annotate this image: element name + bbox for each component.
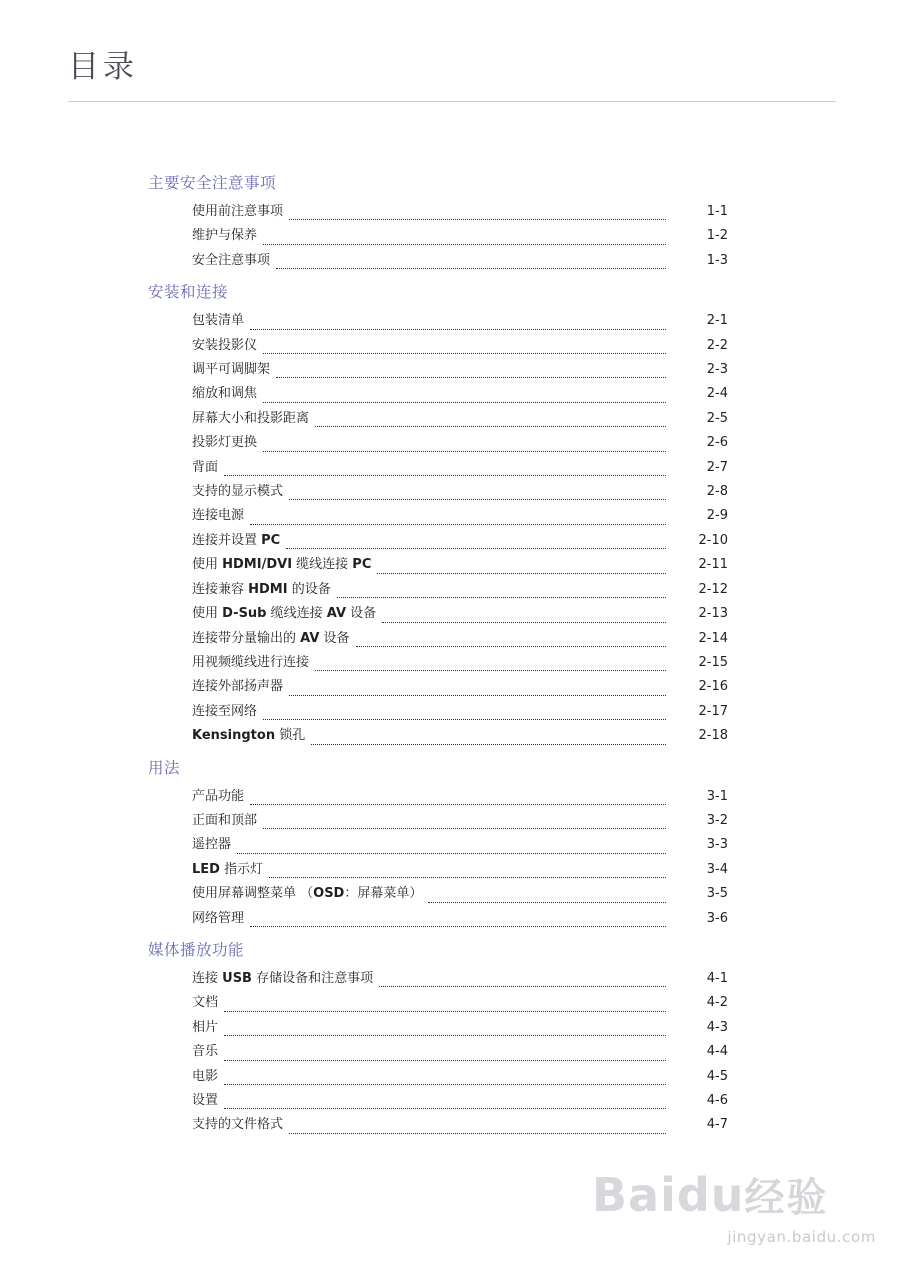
watermark-url: jingyan.baidu.com (727, 1228, 876, 1246)
toc-leader-dots (263, 343, 666, 358)
toc-entry[interactable] (148, 334, 728, 358)
watermark-brand (592, 1166, 829, 1227)
toc-entry-page-number: 3-1 (706, 788, 728, 804)
toc-entry[interactable] (148, 833, 728, 857)
toc-entry-label: 缩放和调焦 (192, 386, 258, 402)
toc-section-heading: 主要安全注意事项 (148, 174, 277, 192)
toc-leader-dots (224, 1098, 666, 1113)
toc-leader-dots (224, 1050, 666, 1065)
toc-entry[interactable] (148, 309, 728, 333)
toc-entry[interactable] (148, 809, 728, 833)
toc-section-heading: 安装和连接 (148, 283, 229, 302)
toc-entry-label: 连接至网络 (192, 703, 258, 719)
toc-entry-label: Kensington 锁孔 (192, 728, 306, 744)
toc-leader-dots (337, 587, 666, 602)
toc-leader-dots (289, 489, 666, 504)
toc-entry-page-number: 4-5 (706, 1068, 728, 1084)
toc-leader-dots (224, 465, 666, 480)
toc-entry-label: LED 指示灯 (192, 861, 264, 877)
toc-entry-label: 使用屏幕调整菜单 （OSD：屏幕菜单） (192, 886, 423, 902)
toc-entry-page-number: 2-9 (706, 508, 728, 524)
toc-entry-label: 安全注意事项 (192, 252, 271, 268)
toc-entry-page-number: 3-4 (706, 861, 728, 877)
toc-entry[interactable] (148, 651, 728, 675)
toc-leader-dots (379, 976, 666, 991)
toc-entry-page-number: 4-1 (706, 970, 728, 986)
toc-entry-label: 文档 (192, 995, 219, 1011)
page-title: 目录 (68, 49, 138, 85)
toc-leader-dots (276, 367, 666, 382)
toc-entry-label: 用视频缆线进行连接 (192, 654, 310, 670)
toc-entry-label: 连接并设置 PC (192, 532, 281, 548)
toc-leader-dots (276, 258, 666, 273)
toc-entry[interactable] (148, 882, 728, 906)
toc-entry[interactable] (148, 407, 728, 431)
toc-leader-dots (377, 563, 666, 578)
toc-leader-dots (311, 734, 666, 749)
toc-entry[interactable] (148, 602, 728, 626)
toc-entry-page-number: 2-5 (706, 410, 728, 426)
toc-entry[interactable] (148, 724, 728, 748)
toc-entry-page-number: 2-7 (706, 459, 728, 475)
toc-entry-label: 相片 (192, 1019, 219, 1035)
toc-entry[interactable] (148, 249, 728, 273)
toc-leader-dots (237, 843, 666, 858)
toc-entry-label: 连接兼容 HDMI 的设备 (192, 581, 331, 597)
toc-entry-label: 调平可调脚架 (192, 362, 271, 378)
title-divider (68, 101, 836, 102)
toc-entry[interactable] (148, 991, 728, 1015)
toc-entry-page-number: 2-15 (698, 654, 728, 670)
toc-entry[interactable] (148, 1040, 728, 1064)
toc-leader-dots (289, 1123, 666, 1138)
toc-entry-page-number: 3-2 (706, 812, 728, 828)
toc-entry-page-number: 2-2 (706, 337, 728, 353)
toc-entry-label: 连接外部扬声器 (192, 679, 284, 695)
toc-entry-label: 连接带分量输出的 AV 设备 (192, 630, 350, 646)
toc-entry-page-number: 3-3 (706, 837, 728, 853)
toc-entry-label: 背面 (192, 459, 219, 475)
watermark-brand-cn: 经验 (744, 1175, 829, 1221)
toc-entry-label: 屏幕大小和投影距离 (192, 410, 310, 426)
toc-entry-label: 连接电源 (192, 508, 245, 524)
toc-entry-page-number: 2-16 (698, 679, 728, 695)
toc-entry-page-number: 2-18 (698, 728, 728, 744)
toc-entry[interactable] (148, 1089, 728, 1113)
toc-entry[interactable] (148, 504, 728, 528)
toc-section (148, 170, 728, 273)
toc-entry-page-number: 1-1 (706, 204, 728, 219)
toc-section (148, 937, 728, 1138)
toc-entry-label: 网络管理 (192, 910, 245, 926)
toc-leader-dots (315, 416, 666, 431)
toc-leader-dots (224, 1025, 666, 1040)
watermark-brand-text: Baidu (592, 1168, 745, 1222)
toc-entry-page-number: 4-4 (706, 1044, 728, 1060)
toc-leader-dots (315, 660, 666, 675)
toc-leader-dots (286, 538, 666, 553)
toc-entry-page-number: 4-3 (706, 1019, 728, 1035)
toc-leader-dots (263, 441, 666, 456)
toc-entry[interactable] (148, 967, 728, 991)
toc-leader-dots (356, 636, 666, 651)
toc-entry-page-number: 2-13 (698, 606, 728, 622)
toc-entry-label: 包装清单 (192, 313, 245, 329)
toc-leader-dots (382, 612, 666, 627)
toc-leader-dots (289, 685, 666, 700)
toc-entry-page-number: 2-3 (706, 362, 728, 378)
toc-leader-dots (250, 794, 666, 809)
toc-leader-dots (224, 1074, 666, 1089)
toc-leader-dots (250, 319, 666, 334)
toc-entry[interactable] (148, 553, 728, 577)
toc-entry-label: 使用前注意事项 (192, 204, 284, 219)
toc-entry-label: 支持的文件格式 (192, 1117, 284, 1133)
toc-section (148, 279, 728, 748)
toc-entry[interactable] (148, 358, 728, 382)
toc-entry[interactable] (148, 480, 728, 504)
toc-entry-label: 连接 USB 存储设备和注意事项 (192, 970, 374, 986)
toc-leader-dots (250, 916, 666, 931)
toc-entry-page-number: 2-10 (698, 532, 728, 548)
toc-leader-dots (250, 514, 666, 529)
toc-entry[interactable] (148, 224, 728, 248)
toc-entry-page-number: 3-6 (706, 910, 728, 926)
toc-entry-page-number: 1-3 (706, 252, 728, 268)
toc-entry-label: 产品功能 (192, 788, 245, 804)
toc-entry-page-number: 4-2 (706, 995, 728, 1011)
toc-entry[interactable] (148, 200, 728, 224)
toc-entry-label: 使用 HDMI/DVI 缆线连接 PC (192, 557, 372, 573)
toc-entry-label: 使用 D-Sub 缆线连接 AV 设备 (192, 606, 377, 622)
toc-entry-page-number: 2-11 (698, 557, 728, 573)
toc-entry-label: 遥控器 (192, 837, 232, 853)
toc-leader-dots (428, 892, 666, 907)
toc-entry-label: 正面和顶部 (192, 812, 258, 828)
toc-section-heading: 媒体播放功能 (148, 940, 245, 959)
toc-entry-page-number: 2-6 (706, 435, 728, 451)
watermark (592, 1166, 882, 1252)
toc-entry-label: 支持的显示模式 (192, 484, 284, 500)
toc-entry[interactable] (148, 627, 728, 651)
toc-entry-page-number: 2-4 (706, 386, 728, 402)
toc-entry-page-number: 4-7 (706, 1117, 728, 1133)
toc-leader-dots (263, 234, 666, 249)
toc-entry-page-number: 2-1 (706, 313, 728, 329)
toc-leader-dots (263, 709, 666, 724)
toc-entry[interactable] (148, 1113, 728, 1137)
toc-entry[interactable] (148, 1065, 728, 1089)
toc-entry[interactable] (148, 700, 728, 724)
toc-entry-label: 音乐 (192, 1044, 219, 1060)
toc-leader-dots (269, 867, 666, 882)
toc-entry-page-number: 2-14 (698, 630, 728, 646)
toc-entry-page-number: 2-8 (706, 484, 728, 500)
toc-entry[interactable] (148, 382, 728, 406)
toc-entry-page-number: 2-12 (698, 581, 728, 597)
toc-entry[interactable] (148, 431, 728, 455)
toc-entry-label: 安装投影仪 (192, 337, 258, 353)
toc-entry[interactable] (148, 785, 728, 809)
toc-entry[interactable] (148, 675, 728, 699)
toc-leader-dots (289, 209, 666, 224)
toc-entry-label: 投影灯更换 (192, 435, 258, 451)
toc-leader-dots (224, 1001, 666, 1016)
toc-entry[interactable] (148, 578, 728, 602)
toc-section (148, 755, 728, 931)
toc-entry-page-number: 4-6 (706, 1093, 728, 1108)
toc-entry-label: 电影 (192, 1068, 219, 1084)
toc-entry[interactable] (148, 529, 728, 553)
toc-entry[interactable] (148, 907, 728, 931)
toc-entry-label: 设置 (192, 1093, 219, 1108)
toc-leader-dots (263, 818, 666, 833)
toc-entry[interactable] (148, 1016, 728, 1040)
toc-entry[interactable] (148, 858, 728, 882)
toc-entry-page-number: 1-2 (706, 228, 728, 244)
toc-entry-page-number: 3-5 (706, 886, 728, 902)
toc-section-heading: 用法 (148, 758, 181, 777)
toc-entry-label: 维护与保养 (192, 228, 258, 244)
toc-leader-dots (263, 392, 666, 407)
toc-entry[interactable] (148, 456, 728, 480)
toc-entry-page-number: 2-17 (698, 703, 728, 719)
table-of-contents (148, 170, 728, 1144)
